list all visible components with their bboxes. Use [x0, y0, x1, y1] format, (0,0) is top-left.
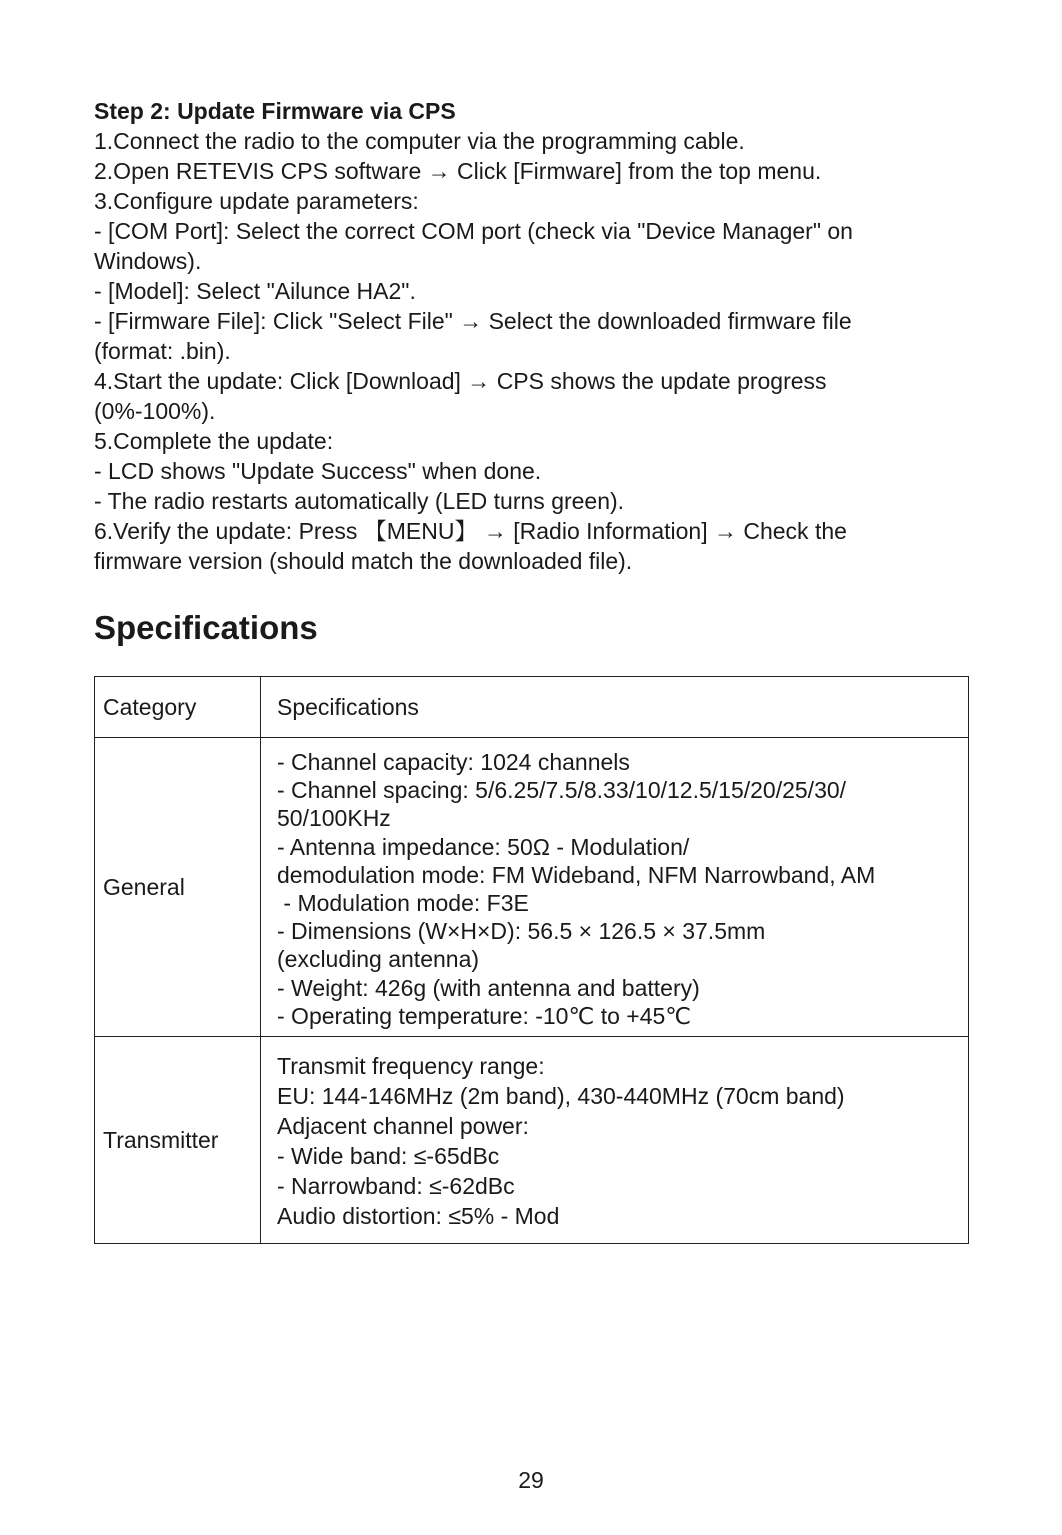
step-line: - [Model]: Select "Ailunce HA2".: [94, 278, 416, 304]
step-line: 2.Open RETEVIS CPS software → Click [Firmware] from the top menu.: [94, 158, 822, 184]
page-content: [94, 96, 969, 1230]
spec-line: Audio distortion: ≤5% - Mod: [277, 1203, 560, 1230]
category-cell: Transmitter: [95, 1037, 261, 1244]
spec-line: - Channel capacity: 1024 channels: [277, 749, 630, 775]
step-line: 6.Verify the update: Press 【MENU】 → [Radio Information] → Check the: [94, 518, 847, 544]
step-line: 4.Start the update: Click [Download] → CPS shows the update progress: [94, 368, 827, 394]
step-line: 1.Connect the radio to the computer via the programming cable.: [94, 128, 745, 154]
step-line: - LCD shows "Update Success" when done.: [94, 458, 542, 484]
spec-line: demodulation mode: FM Wideband, NFM Narrowband, AM: [277, 861, 876, 888]
table-row: [95, 738, 969, 1037]
specification-cell: [261, 1037, 969, 1244]
table-row: [95, 1037, 969, 1244]
step-line: - The radio restarts automatically (LED turns green).: [94, 488, 625, 514]
spec-line: - Channel spacing: 5/6.25/7.5/8.33/10/12.5/15/20/25/30/: [277, 777, 847, 804]
specifications-title: Specifications: [94, 609, 318, 646]
spec-line: - Antenna impedance: 50Ω - Modulation/: [277, 833, 690, 860]
step-line: (format: .bin).: [94, 338, 231, 364]
spec-line: - Narrowband: ≤-62dBc: [277, 1173, 515, 1200]
spec-line: - Dimensions (W×H×D): 56.5 × 126.5 × 37.5mm: [277, 918, 766, 945]
specification-cell: [261, 738, 969, 1037]
spec-line: Adjacent channel power:: [277, 1113, 529, 1140]
header-category-cell: Category: [95, 677, 261, 738]
spec-line: Transmit frequency range:: [277, 1053, 545, 1080]
step-heading: Step 2: Update Firmware via CPS: [94, 98, 456, 124]
step-line: firmware version (should match the downloaded file).: [94, 548, 633, 574]
spec-line: - Wide band: ≤-65dBc: [277, 1143, 500, 1170]
step-line: 3.Configure update parameters:: [94, 188, 419, 214]
firmware-update-section: [94, 96, 969, 576]
step-line: - [COM Port]: Select the correct COM port (check via "Device Manager" on: [94, 218, 853, 244]
table-header-row: [95, 677, 969, 738]
step-line: Windows).: [94, 248, 202, 274]
spec-line: (excluding antenna): [277, 946, 480, 973]
page-number: 29: [518, 1467, 544, 1493]
step-line: (0%-100%).: [94, 398, 216, 424]
step-line: - [Firmware File]: Click "Select File" → Select the downloaded firmware file: [94, 308, 852, 334]
spec-line: - Operating temperature: -10℃ to +45℃: [277, 1002, 692, 1029]
category-cell: General: [95, 738, 261, 1037]
specifications-table: [94, 676, 969, 1244]
spec-line: - Weight: 426g (with antenna and battery): [277, 974, 700, 1001]
spec-line: - Modulation mode: F3E: [277, 890, 529, 917]
step-line: 5.Complete the update:: [94, 428, 334, 454]
spec-line: 50/100KHz: [277, 805, 391, 832]
spec-line: EU: 144-146MHz (2m band), 430-440MHz (70cm band): [277, 1083, 845, 1110]
header-specifications-cell: Specifications: [261, 677, 969, 738]
